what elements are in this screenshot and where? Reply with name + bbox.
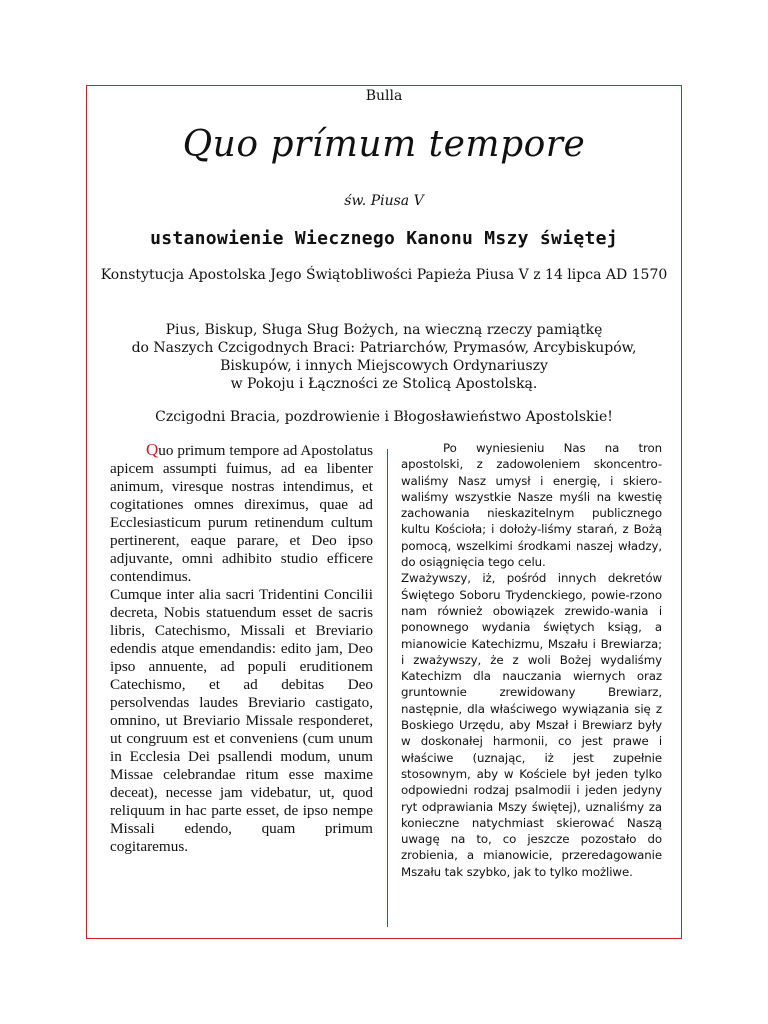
latin-paragraph: Cumque inter alia sacri Tridentini Concilii decreta, Nobis statuendum esset de sacris libris, Catechismo, Missali et Breviario edendis atque emendandis: edito jam, Deo ipso annuente, ad populi eruditionem Catechismo, et ad debitas Deo persolvendas laudes Breviario castigato, omnino, ut Breviario Missale responderet, ut congruum est et conveniens (cum unum in Ecclesia Dei psallendi modum, unum Missae celebrandae ritum esse maxime deceat), necesse jam videbatur, ut, quod reliquum in hac parte esset, de ipso nempe Missali edendo, quam primum cogitaremus. [110,586,373,855]
document-type: Bulla [365,88,403,104]
address-block [86,321,682,393]
initial-letter: Q [146,440,159,459]
latin-column [110,441,373,856]
polish-paragraph: Zważywszy, iż, pośród innych dekretów Świętego Soboru Trydenckiego, powie-rzono nam również obowiązek zrewido-wania i ponownego wydania świętych ksiąg, a mianowicie Katechizmu, Mszału i Brewiarza; i zważywszy, że z woli Bożej wydaliśmy Katechizm dla nauczania wiernych oraz gruntownie zrewidowany Brewiarz, następnie, dla właściwego wywiązania się z Boskiego Urzędu, aby Mszał i Brewiarz były w doskonałej harmonii, co jest prawe i właściwe (uznając, iż jest zupełnie stosownym, aby w Kościele był jeden tylko odpowiedni rodzaj psalmodii i jeden jedyny ryt odprawiania Mszy świętej), uznaliśmy za konieczne natychmiast skierować Naszą uwagę na to, co jeszcze pozostało do zrobienia, a mianowicie, przeredagowanie Mszału tak szybko, jak to tylko możliwe. [401,571,662,879]
address-line: w Pokoju i Łączności ze Stolicą Apostolską. [230,376,538,392]
address-line: Biskupów, i innych Miejscowych Ordynariuszy [220,358,548,374]
address-line: do Naszych Czcigodnych Braci: Patriarchów, Prymasów, Arcybiskupów, [131,340,637,356]
address-line: Pius, Biskup, Sługa Sług Bożych, na wieczną rzeczy pamiątkę [165,322,603,338]
column-divider [387,449,388,927]
author-line: św. Piusa V [344,193,424,209]
polish-paragraph: Po wyniesieniu Nas na tron apostolski, z zadowoleniem skoncentro-waliśmy Nasz umysł i energię, i skiero-waliśmy wszystkie Nasze myśli na kwestię zachowania nieskazitelnym publicznego kultu Kościoła; i dołoży-liśmy starań, z Bożą pomocą, wszelkimi środkami naszej władzy, do osiągnięcia tego celu. [401,441,662,570]
latin-paragraph [110,441,373,586]
subtitle: ustanowienie Wiecznego Kanonu Mszy świętej [150,228,618,249]
latin-paragraph-text: uo primum tempore ad Apostolatus apicem assumpti fuimus, ad ea libenter animum, viresque nostras intendimus, et cogitationes omnes direximus, quae ad Ecclesiasticum purum retinendum cultum pertinerent, eaque parare, et Deo ipso adjuvante, omni adhibito studio efficere contendimus. [110,442,373,585]
greeting: Czcigodni Bracia, pozdrowienie i Błogosławieństwo Apostolskie! [155,409,613,425]
page-title: Quo prímum tempore [182,124,586,165]
constitution-line: Konstytucja Apostolska Jego Świątobliwości Papieża Piusa V z 14 lipca AD 1570 [100,267,668,283]
polish-column [401,440,662,880]
